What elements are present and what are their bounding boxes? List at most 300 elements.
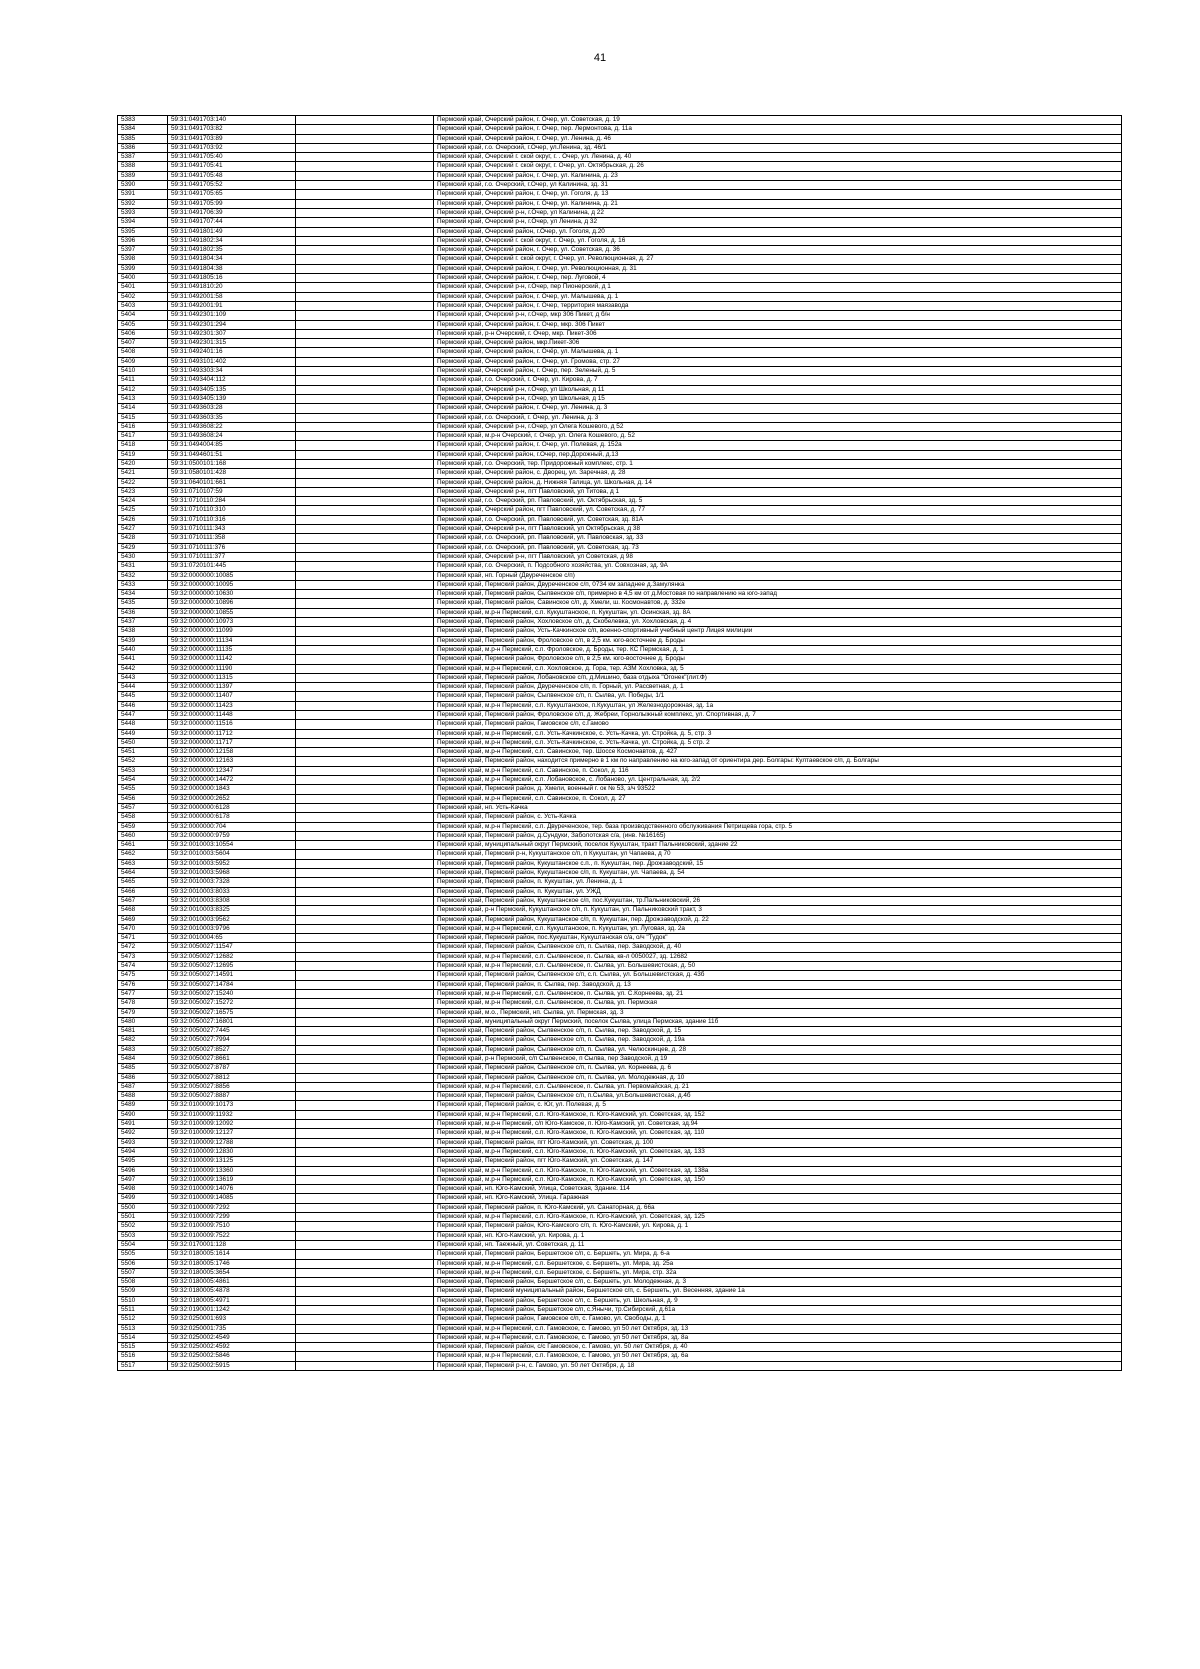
cadastral-number: 59:31:0492001:91 (168, 301, 296, 310)
address: Пермский край, Пермский район, находится примерно в 1 км по направлению на юго-запад от ориентира дер. Болгары: Култаевское с/п, д. Болгары (434, 757, 1122, 766)
cadastral-number: 59:32:0050027:8527 (168, 1045, 296, 1054)
table-row (118, 525, 1122, 534)
empty-cell (296, 450, 434, 459)
cadastral-number: 59:32:0000000:10095 (168, 580, 296, 589)
address: Пермский край, Пермский район, Юго-Камского с/п, п. Юго-Камский, ул. Кирова, д. 1 (434, 1222, 1122, 1231)
row-number: 5423 (118, 487, 168, 496)
address: Пермский край, м.р-н Пермский, с.п. Юго-Камское, п. Юго-Камский, ул. Советская, зд. 150 (434, 1175, 1122, 1184)
empty-cell (296, 134, 434, 143)
row-number: 5513 (118, 1324, 168, 1333)
address: Пермский край, Очерский район, г. Очер, ул. Калинина, д. 23 (434, 171, 1122, 180)
address: Пермский край, Пермский район, Сылвенское с/п, п. Сылва, пер. Заводской, д. 19а (434, 1036, 1122, 1045)
table-row (118, 478, 1122, 487)
row-number: 5484 (118, 1054, 168, 1063)
empty-cell (296, 1054, 434, 1063)
table-row (118, 943, 1122, 952)
row-number: 5414 (118, 404, 168, 413)
address: Пермский край, Очерский р-н, г.Очер, ул Школьная, д 15 (434, 394, 1122, 403)
empty-cell (296, 1306, 434, 1315)
empty-cell (296, 311, 434, 320)
table-row (118, 1268, 1122, 1277)
address: Пермский край, г.о. Очерский, г. Очер, ул. Кирова, д. 7 (434, 376, 1122, 385)
empty-cell (296, 664, 434, 673)
empty-cell (296, 934, 434, 943)
address: Пермский край, нп. Таежный, ул. Советская, д. 11 (434, 1240, 1122, 1249)
row-number: 5481 (118, 1027, 168, 1036)
cadastral-number: 59:31:0710111:358 (168, 534, 296, 543)
empty-cell (296, 1203, 434, 1212)
empty-cell (296, 125, 434, 134)
empty-cell (296, 701, 434, 710)
table-row (118, 264, 1122, 273)
empty-cell (296, 292, 434, 301)
table-row (118, 729, 1122, 738)
table-row (118, 404, 1122, 413)
row-number: 5438 (118, 627, 168, 636)
table-row (118, 1278, 1122, 1287)
cadastral-number: 59:32:0050027:8812 (168, 1073, 296, 1082)
cadastral-number: 59:32:0190001:1242 (168, 1306, 296, 1315)
table-row (118, 1120, 1122, 1129)
cadastral-number: 59:31:0491707:44 (168, 218, 296, 227)
cadastral-number: 59:32:0000000:9759 (168, 831, 296, 840)
table-row (118, 1157, 1122, 1166)
table-row (118, 952, 1122, 961)
table-row (118, 692, 1122, 701)
table-row (118, 208, 1122, 217)
table-row (118, 1147, 1122, 1156)
empty-cell (296, 943, 434, 952)
empty-cell (296, 971, 434, 980)
empty-cell (296, 181, 434, 190)
empty-cell (296, 1129, 434, 1138)
address: Пермский край, Очерский г. ской округ, г. Очер, ул. Гоголя, д. 16 (434, 236, 1122, 245)
cadastral-number: 59:32:0100009:12830 (168, 1147, 296, 1156)
row-number: 5448 (118, 720, 168, 729)
table-row (118, 1343, 1122, 1352)
empty-cell (296, 1110, 434, 1119)
cadastral-number: 59:32:0250001:693 (168, 1315, 296, 1324)
empty-cell (296, 525, 434, 534)
cadastral-number: 59:32:0010004:65 (168, 934, 296, 943)
table-row (118, 134, 1122, 143)
cadastral-number: 59:32:0000000:2652 (168, 794, 296, 803)
empty-cell (296, 813, 434, 822)
address: Пермский край, Очерский район, г.Очер, пер.Дорожный, д.13 (434, 450, 1122, 459)
row-number: 5412 (118, 385, 168, 394)
cadastral-number: 59:32:0050027:7445 (168, 1027, 296, 1036)
cadastral-number: 59:32:0050027:12682 (168, 952, 296, 961)
row-number: 5486 (118, 1073, 168, 1082)
cadastral-number: 59:31:0491703:82 (168, 125, 296, 134)
cadastral-number: 59:32:0000000:704 (168, 822, 296, 831)
empty-cell (296, 227, 434, 236)
row-number: 5405 (118, 320, 168, 329)
cadastral-number: 59:32:0180005:1614 (168, 1250, 296, 1259)
empty-cell (296, 357, 434, 366)
empty-cell (296, 1231, 434, 1240)
cadastral-number: 59:32:0000000:11717 (168, 738, 296, 747)
address: Пермский край, Пермский район, п. Сылва, пер. Заводской, д. 13 (434, 980, 1122, 989)
row-number: 5511 (118, 1306, 168, 1315)
empty-cell (296, 580, 434, 589)
address: Пермский край, Пермский район, пгт Юго-Камский, ул. Советская, д. 100 (434, 1138, 1122, 1147)
row-number: 5399 (118, 264, 168, 273)
row-number: 5407 (118, 339, 168, 348)
row-number: 5416 (118, 422, 168, 431)
table-row (118, 636, 1122, 645)
address: Пермский край, р-н Очерский, г. Очер, мкр. Пикет-306 (434, 329, 1122, 338)
address: Пермский край, Пермский р-н, Кукуштанское с/п, п Кукуштан, ул Чапаева, д 70 (434, 850, 1122, 859)
table-row (118, 1073, 1122, 1082)
cadastral-number: 59:31:0720101:445 (168, 562, 296, 571)
cadastral-number: 59:32:0000000:11134 (168, 636, 296, 645)
address: Пермский край, Пермский район, Двуреченское с/п, п. Горный, ул. Рассветная, д. 1 (434, 683, 1122, 692)
empty-cell (296, 859, 434, 868)
cadastral-number: 59:32:0000000:11516 (168, 720, 296, 729)
table-row (118, 1185, 1122, 1194)
table-row (118, 1296, 1122, 1305)
row-number: 5410 (118, 367, 168, 376)
row-number: 5426 (118, 515, 168, 524)
table-row (118, 515, 1122, 524)
empty-cell (296, 162, 434, 171)
table-row (118, 599, 1122, 608)
row-number: 5437 (118, 618, 168, 627)
cadastral-number: 59:32:0000000:12347 (168, 766, 296, 775)
table-row (118, 1175, 1122, 1184)
empty-cell (296, 264, 434, 273)
cadastral-number: 59:31:0491705:40 (168, 153, 296, 162)
empty-cell (296, 487, 434, 496)
cadastral-number: 59:32:0010003:5968 (168, 869, 296, 878)
cadastral-number: 59:31:0491703:140 (168, 116, 296, 125)
address: Пермский край, Пермский район, с. Юг, ул. Полевая, д. 5 (434, 1101, 1122, 1110)
table-row (118, 645, 1122, 654)
address: Пермский край, Очерский район, с. Дворец, ул. Заречная, д. 28 (434, 469, 1122, 478)
cadastral-number: 59:31:0491705:41 (168, 162, 296, 171)
table-row (118, 497, 1122, 506)
cadastral-number: 59:32:0050027:16575 (168, 1008, 296, 1017)
row-number: 5440 (118, 645, 168, 654)
row-number: 5406 (118, 329, 168, 338)
empty-cell (296, 962, 434, 971)
empty-cell (296, 571, 434, 580)
address: Пермский край, м.р-н Пермский, с.п. Гамовское, с. Гамово, ул 50 лет Октября, зд. 6а (434, 1352, 1122, 1361)
row-number: 5420 (118, 459, 168, 468)
cadastral-number: 59:31:0493603:28 (168, 404, 296, 413)
table-row (118, 915, 1122, 924)
address: Пермский край, м.р-н Пермский, с.п. Бершетское, с. Бершеть, ул. Мира, зд. 25а (434, 1259, 1122, 1268)
address: Пермский край, г.о. Очерский, г. Очер, ул. Ленина, д. 3 (434, 413, 1122, 422)
cadastral-number: 59:32:0100009:14085 (168, 1194, 296, 1203)
row-number: 5498 (118, 1185, 168, 1194)
empty-cell (296, 999, 434, 1008)
table-row (118, 683, 1122, 692)
row-number: 5460 (118, 831, 168, 840)
table-row (118, 1287, 1122, 1296)
empty-cell (296, 822, 434, 831)
cadastral-number: 59:32:0050027:14591 (168, 971, 296, 980)
empty-cell (296, 236, 434, 245)
cadastral-number: 59:32:0000000:6178 (168, 813, 296, 822)
table-row (118, 413, 1122, 422)
cadastral-number: 59:32:0010003:8033 (168, 887, 296, 896)
row-number: 5392 (118, 199, 168, 208)
table-row (118, 162, 1122, 171)
cadastral-number: 59:32:0000000:11099 (168, 627, 296, 636)
row-number: 5444 (118, 683, 168, 692)
empty-cell (296, 1027, 434, 1036)
table-row (118, 562, 1122, 571)
row-number: 5436 (118, 608, 168, 617)
row-number: 5461 (118, 841, 168, 850)
empty-cell (296, 339, 434, 348)
row-number: 5494 (118, 1147, 168, 1156)
cadastral-number: 59:32:0180005:3654 (168, 1268, 296, 1277)
cadastral-number: 59:32:0010003:5952 (168, 859, 296, 868)
address: Пермский край, Очерский район, мкр.Пикет-306 (434, 339, 1122, 348)
cadastral-number: 59:32:0050027:8887 (168, 1092, 296, 1101)
empty-cell (296, 255, 434, 264)
table-row (118, 274, 1122, 283)
address: Пермский край, нп. Юго-Камский, ул. Кирова, д. 1 (434, 1231, 1122, 1240)
row-number: 5387 (118, 153, 168, 162)
address: Пермский край, Пермский район, пос.Кукуштан, Кукуштанская с/а, о/ч "Тудок" (434, 934, 1122, 943)
cadastral-number: 59:31:0491705:52 (168, 181, 296, 190)
address: Пермский край, р-н Пермский, с/п Сылвенское, п Сылва, пер Заводской, д 19 (434, 1054, 1122, 1063)
row-number: 5470 (118, 924, 168, 933)
row-number: 5507 (118, 1268, 168, 1277)
empty-cell (296, 1175, 434, 1184)
address: Пермский край, Пермский район, Хохловское с/п, д. Скобелевка, ул. Хохловская, д. 4 (434, 618, 1122, 627)
cadastral-number: 59:31:0640101:661 (168, 478, 296, 487)
table-row (118, 1054, 1122, 1063)
row-number: 5508 (118, 1278, 168, 1287)
table-row (118, 1222, 1122, 1231)
cadastral-number: 59:31:0492001:58 (168, 292, 296, 301)
empty-cell (296, 794, 434, 803)
row-number: 5499 (118, 1194, 168, 1203)
empty-cell (296, 1036, 434, 1045)
cadastral-number: 59:31:0492401:16 (168, 348, 296, 357)
address: Пермский край, Очерский р-н, г.Очер, ул Школьная, д 11 (434, 385, 1122, 394)
table-row (118, 394, 1122, 403)
empty-cell (296, 1045, 434, 1054)
row-number: 5456 (118, 794, 168, 803)
cadastral-number: 59:31:0491705:65 (168, 190, 296, 199)
empty-cell (296, 506, 434, 515)
address: Пермский край, Очерский район, г. Очер, ул. Гоголя, д. 13 (434, 190, 1122, 199)
empty-cell (296, 590, 434, 599)
table-row (118, 1306, 1122, 1315)
cadastral-number: 59:32:0050027:15240 (168, 989, 296, 998)
empty-cell (296, 1259, 434, 1268)
empty-cell (296, 385, 434, 394)
empty-cell (296, 1278, 434, 1287)
register-table (117, 115, 1122, 1371)
empty-cell (296, 301, 434, 310)
empty-cell (296, 543, 434, 552)
row-number: 5402 (118, 292, 168, 301)
empty-cell (296, 441, 434, 450)
empty-cell (296, 116, 434, 125)
empty-cell (296, 367, 434, 376)
empty-cell (296, 869, 434, 878)
table-row (118, 385, 1122, 394)
address: Пермский край, м.р-н Пермский, с.п. Фроловское, д. Броды, тер. КС Пермская, д. 1 (434, 645, 1122, 654)
cadastral-number: 59:31:0491805:16 (168, 274, 296, 283)
address: Пермский край, Очерский р-н, г.Очер, пер Пионерский, д 1 (434, 283, 1122, 292)
address: Пермский край, г.о. Очерский, рп. Павловский, ул. Советская, зд. 73 (434, 543, 1122, 552)
table-row (118, 450, 1122, 459)
row-number: 5411 (118, 376, 168, 385)
table-row (118, 469, 1122, 478)
cadastral-number: 59:31:0493405:135 (168, 385, 296, 394)
table-row (118, 1017, 1122, 1026)
row-number: 5397 (118, 246, 168, 255)
empty-cell (296, 952, 434, 961)
table-row (118, 1324, 1122, 1333)
address: Пермский край, нп. Юго-Камский, Улица. Гаражная (434, 1194, 1122, 1203)
row-number: 5424 (118, 497, 168, 506)
address: Пермский край, Пермский район, Бершетское с/п, с.Янычи, тр.Сибирский, д.61а (434, 1306, 1122, 1315)
cadastral-number: 59:32:0000000:11397 (168, 683, 296, 692)
address: Пермский край, Пермский район, Кукуштанское с/п, п. Кукуштан, ул. Чапаева, д. 54 (434, 869, 1122, 878)
address: Пермский край, Пермский район, Сылвенское с/п, п. Сылва, ул. Молодежная, д. 10 (434, 1073, 1122, 1082)
row-number: 5502 (118, 1222, 168, 1231)
address: Пермский край, Пермский район, Двуреченское с/п, 0734 км западнее д.Замулянка (434, 580, 1122, 589)
table-row (118, 1129, 1122, 1138)
address: Пермский край, г.о. Очерский, рп. Павловский, ул. Советская, зд. 81А (434, 515, 1122, 524)
table-row (118, 720, 1122, 729)
cadastral-number: 59:32:0010003:8308 (168, 896, 296, 905)
empty-cell (296, 1352, 434, 1361)
address: Пермский край, Пермский район, д.Сундуки, Заболотская с/а, (инв. №16165) (434, 831, 1122, 840)
row-number: 5430 (118, 552, 168, 561)
address: Пермский край, м.р-н Пермский, с.п. Гамовское, с. Гамово, ул 50 лет Октября, зд. 8а (434, 1333, 1122, 1342)
address: Пермский край, м.р-н Очерский, г. Очер, ул. Олега Кошевого, д. 52 (434, 432, 1122, 441)
empty-cell (296, 729, 434, 738)
cadastral-number: 59:32:0100009:14076 (168, 1185, 296, 1194)
table-row (118, 1352, 1122, 1361)
cadastral-number: 59:32:0010003:9796 (168, 924, 296, 933)
empty-cell (296, 757, 434, 766)
cadastral-number: 59:32:0000000:11448 (168, 711, 296, 720)
empty-cell (296, 1073, 434, 1082)
cadastral-number: 59:32:0050027:8856 (168, 1082, 296, 1091)
cadastral-number: 59:32:0100009:11932 (168, 1110, 296, 1119)
cadastral-number: 59:32:0100009:7522 (168, 1231, 296, 1240)
cadastral-number: 59:32:0050027:16801 (168, 1017, 296, 1026)
row-number: 5476 (118, 980, 168, 989)
address: Пермский край, м.р-н Пермский, с.п. Юго-Камское, п. Юго-Камский, ул. Советская, зд. 138а (434, 1166, 1122, 1175)
row-number: 5445 (118, 692, 168, 701)
empty-cell (296, 738, 434, 747)
table-row (118, 1250, 1122, 1259)
empty-cell (296, 283, 434, 292)
empty-cell (296, 376, 434, 385)
table-row (118, 785, 1122, 794)
cadastral-number: 59:31:0491801:49 (168, 227, 296, 236)
row-number: 5409 (118, 357, 168, 366)
address: Пермский край, м.р-н Пермский, с.п. Лобановское, с. Лобаново, ул. Центральная, зд. 2/2 (434, 776, 1122, 785)
address: Пермский край, нп. Юго-Камский, Улица, Советская, Здание. 114 (434, 1185, 1122, 1194)
row-number: 5417 (118, 432, 168, 441)
address: Пермский край, Очерский г. ской округ, г. Очер, ул. Октябрьская, д. 26 (434, 162, 1122, 171)
empty-cell (296, 413, 434, 422)
address: Пермский край, Пермский район, с. Усть-Качка (434, 813, 1122, 822)
table-row (118, 590, 1122, 599)
cadastral-number: 59:32:0010003:10554 (168, 841, 296, 850)
row-number: 5383 (118, 116, 168, 125)
row-number: 5497 (118, 1175, 168, 1184)
address: Пермский край, Очерский район, г. Очер, пер. Луговой, 4 (434, 274, 1122, 283)
address: Пермский край, м.р-н Пермский, с.п. Усть-Качкинское, с. Усть-Качка, ул. Стройка, д. 5 стр. 2 (434, 738, 1122, 747)
empty-cell (296, 432, 434, 441)
address: Пермский край, м.о., Пермский, нп. Сылва, ул. Пермская, зд. 3 (434, 1008, 1122, 1017)
address: Пермский край, Очерский р-н, пгт Павловский, ул Титова, д 1 (434, 487, 1122, 496)
cadastral-number: 59:31:0493101:402 (168, 357, 296, 366)
cadastral-number: 59:32:0180005:4861 (168, 1278, 296, 1287)
table-row (118, 320, 1122, 329)
cadastral-number: 59:32:0180005:4971 (168, 1296, 296, 1305)
row-number: 5458 (118, 813, 168, 822)
empty-cell (296, 766, 434, 775)
cadastral-number: 59:31:0493603:35 (168, 413, 296, 422)
address: Пермский край, Очерский р-н, пгт Павловский, ул Советская, д 98 (434, 552, 1122, 561)
row-number: 5421 (118, 469, 168, 478)
cadastral-number: 59:31:0491802:35 (168, 246, 296, 255)
empty-cell (296, 153, 434, 162)
cadastral-number: 59:31:0491706:39 (168, 208, 296, 217)
row-number: 5419 (118, 450, 168, 459)
address: Пермский край, м.р-н Пермский, с.п. Сылвенское, п. Сылва, ул. Первомайская, д. 21 (434, 1082, 1122, 1091)
row-number: 5490 (118, 1110, 168, 1119)
row-number: 5517 (118, 1361, 168, 1370)
empty-cell (296, 748, 434, 757)
empty-cell (296, 404, 434, 413)
row-number: 5449 (118, 729, 168, 738)
table-row (118, 673, 1122, 682)
address: Пермский край, м.р-н Пермский, с.п. Савинское, тер. Шоссе Космонавтов, д. 427 (434, 748, 1122, 757)
empty-cell (296, 469, 434, 478)
table-row (118, 367, 1122, 376)
row-number: 5465 (118, 878, 168, 887)
empty-cell (296, 1157, 434, 1166)
cadastral-number: 59:32:0050027:12695 (168, 962, 296, 971)
empty-cell (296, 1240, 434, 1249)
empty-cell (296, 608, 434, 617)
row-number: 5454 (118, 776, 168, 785)
row-number: 5501 (118, 1213, 168, 1222)
empty-cell (296, 348, 434, 357)
address: Пермский край, Очерский р-н, пгт Павловский, ул Октябрьская, д 38 (434, 525, 1122, 534)
table-row (118, 218, 1122, 227)
address: Пермский край, м.р-н Пермский, с.п. Сылвенское, п. Сылва, ул. С.Корнеева, зд. 21 (434, 989, 1122, 998)
cadastral-number: 59:31:0710111:343 (168, 525, 296, 534)
address: Пермский край, муниципальный округ Пермский, поселок Сылва, улица Пермская, здание 11б (434, 1017, 1122, 1026)
table-row (118, 1361, 1122, 1370)
table-row (118, 329, 1122, 338)
empty-cell (296, 552, 434, 561)
address: Пермский край, г.о. Очерский, г.Очер, ул.Ленина, зд. 46/1 (434, 143, 1122, 152)
address: Пермский край, Очерский р-н, г.Очер, ул Ленина, д 32 (434, 218, 1122, 227)
address: Пермский край, нп. Горный (Двуреченское с/п) (434, 571, 1122, 580)
empty-cell (296, 1092, 434, 1101)
row-number: 5493 (118, 1138, 168, 1147)
row-number: 5482 (118, 1036, 168, 1045)
